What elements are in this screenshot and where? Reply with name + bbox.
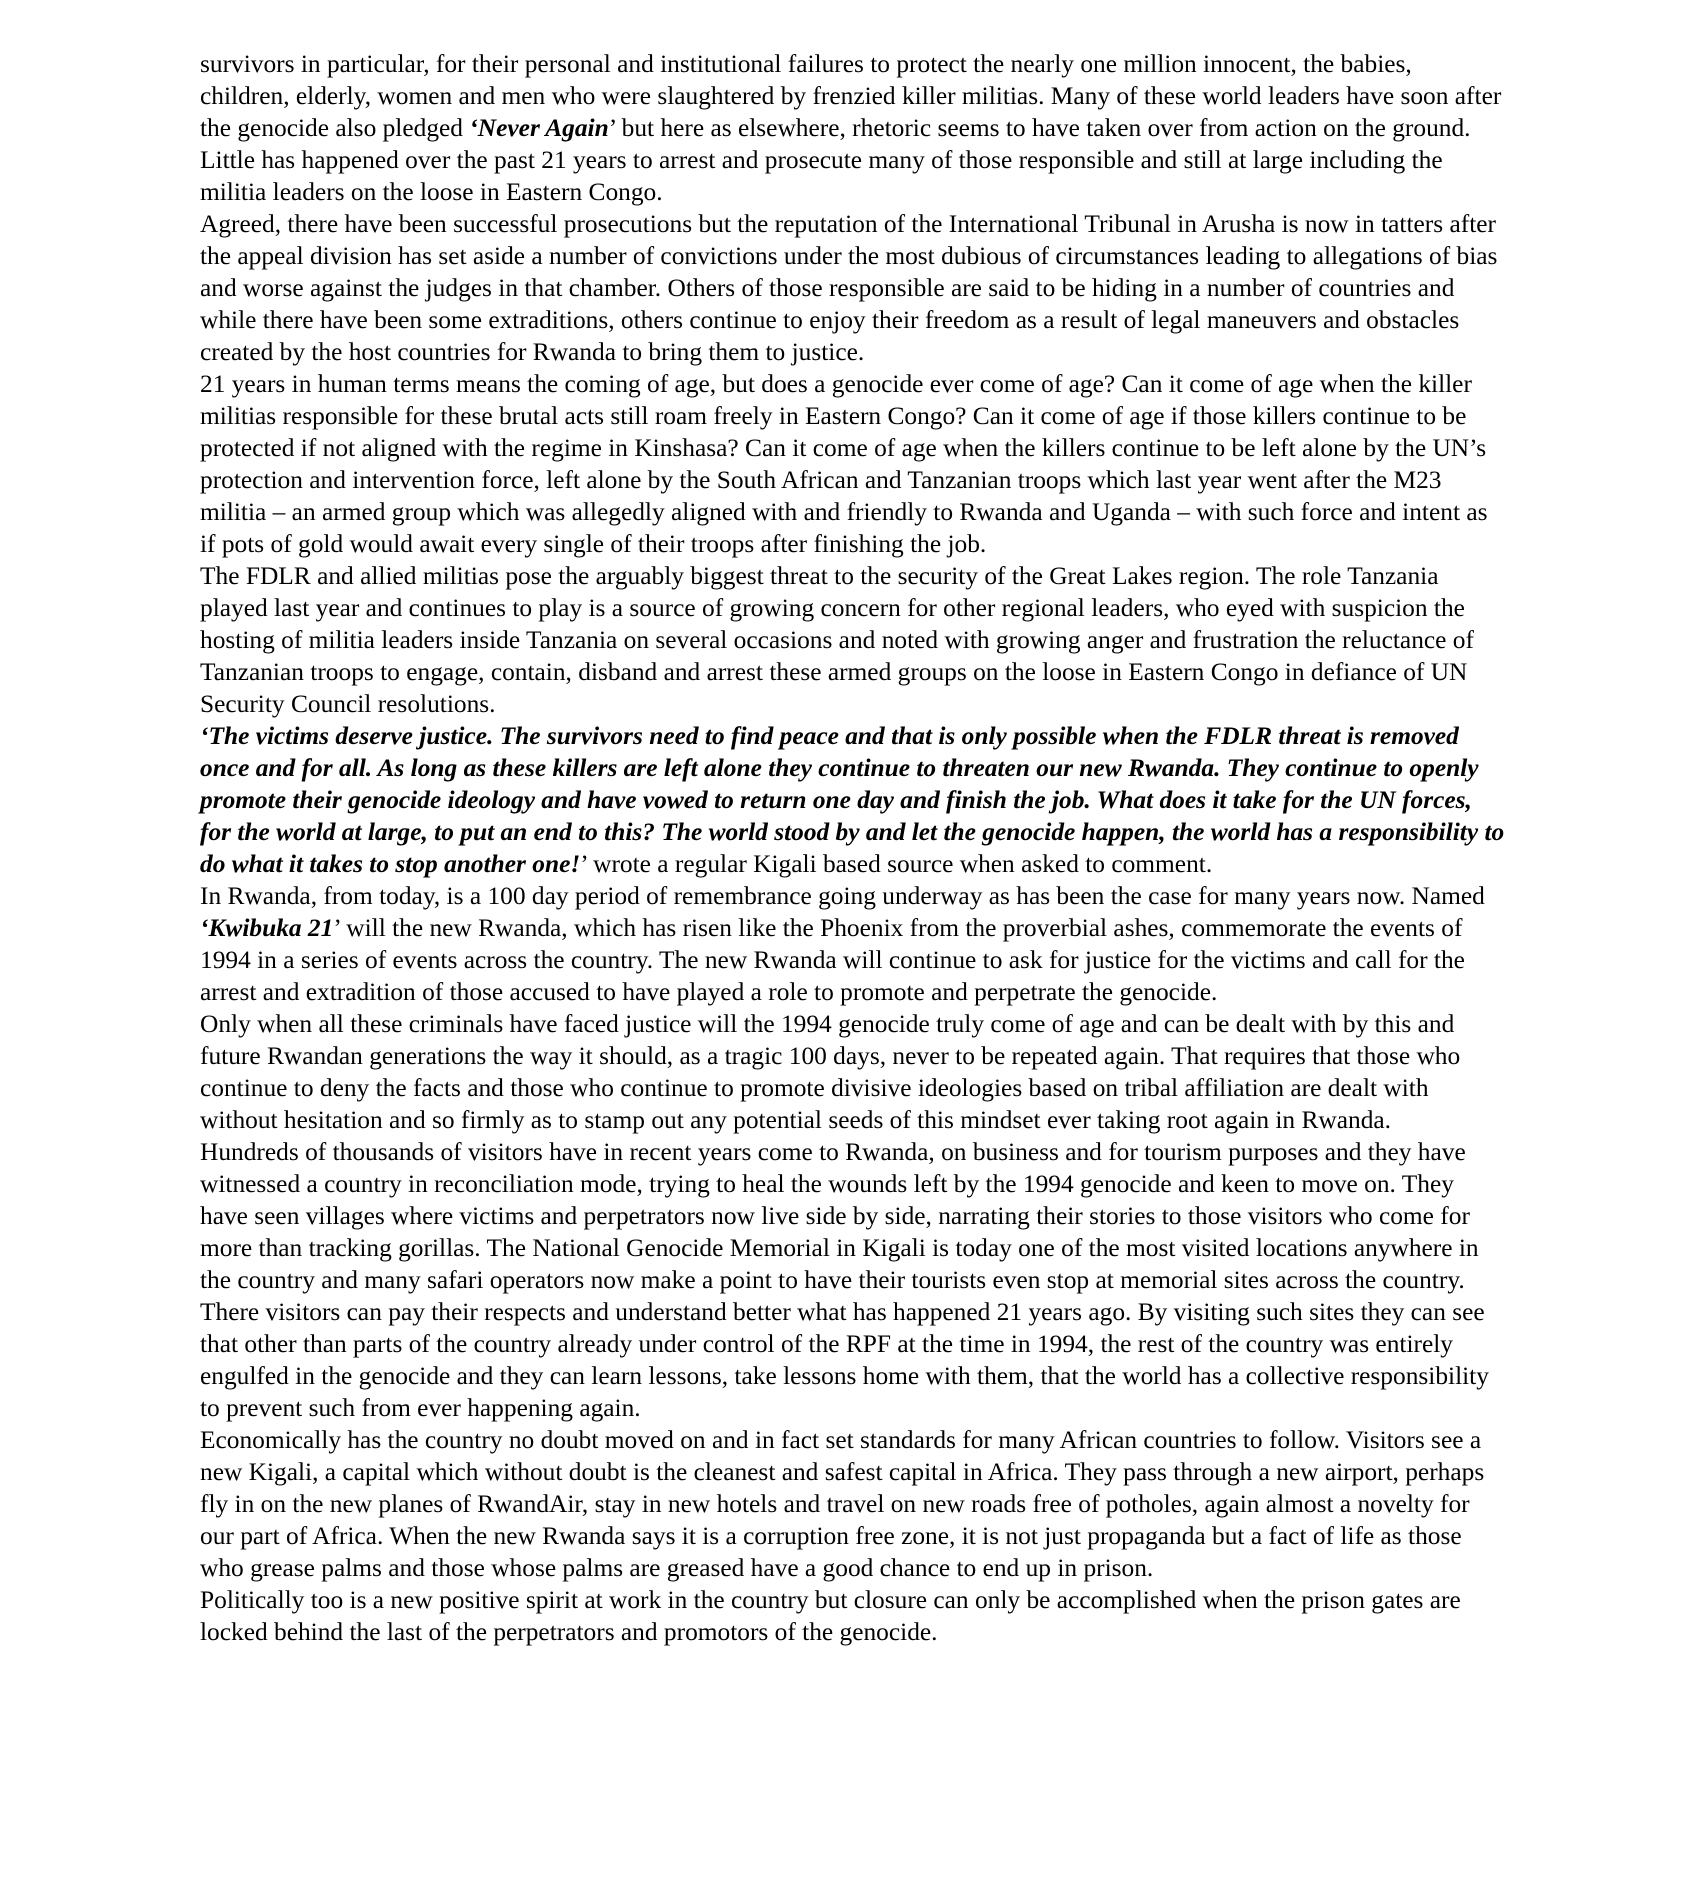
paragraph-9-text: Economically has the country no doubt moved on and in fact set standards for many African countries to follow. Visitors see a new Kigali, a capital which without doubt is the cleanest and safest capital in Africa. They pass through a new airport, perhaps fly in on the new planes of RwandAir, stay in new hotels and travel on new roads free of potholes, again almost a novelty for our part of Africa. When the new Rwanda says it is a corruption free zone, it is not just propaganda but a fact of life as those who grease palms and those whose palms are greased have a good chance to end up in prison.	[200, 1426, 1485, 1582]
paragraph-5-quote-emphasis: ‘The victims deserve justice. The survivors need to find peace and that is only possible when the FDLR threat is removed once and for all. As long as these killers are left alone they continue to threaten our new Rwanda. They continue to openly promote their genocide ideology and have vowed to return one day and finish the job. What does it take for the UN forces, for the world at large, to put an end to this? The world stood by and let the genocide happen, the world has a responsibility to do what it takes to stop another one!	[200, 722, 1505, 878]
paragraph-4-text: The FDLR and allied militias pose the arguably biggest threat to the security of the Great Lakes region. The role Tanzania played last year and continues to play is a source of growing concern for other regional leaders, who eyed with suspicion the hosting of militia leaders inside Tanzania on several occasions and noted with growing anger and frustration the reluctance of Tanzanian troops to engage, contain, disband and arrest these armed groups on the loose in Eastern Congo in defiance of UN Security Council resolutions.	[200, 562, 1474, 718]
paragraph-1-text-1: survivors in particular, for their personal and institutional failures to protect the nearly one million innocent, the babies, children, elderly, women and men who were slaughtered by frenzied killer militias. Many of these world leaders have soon after the genocide also pledged	[200, 50, 1502, 142]
paragraph-5-attribution: ’ wrote a regular Kigali based source when asked to comment.	[580, 850, 1213, 878]
paragraph-6-emphasis-kwibuka: ‘Kwibuka 21	[200, 914, 334, 942]
paragraph-4	[200, 560, 1505, 720]
paragraph-9	[200, 1424, 1505, 1584]
paragraph-2-text: Agreed, there have been successful prosecutions but the reputation of the International Tribunal in Arusha is now in tatters after the appeal division has set aside a number of convictions under the most dubious of circumstances leading to allegations of bias and worse against the judges in that chamber. Others of those responsible are said to be hiding in a number of countries and while there have been some extraditions, others continue to enjoy their freedom as a result of legal maneuvers and obstacles created by the host countries for Rwanda to bring them to justice.	[200, 210, 1498, 366]
paragraph-6	[200, 880, 1505, 1008]
paragraph-10	[200, 1584, 1505, 1648]
paragraph-7-text: Only when all these criminals have faced justice will the 1994 genocide truly come of age and can be dealt with by this and future Rwandan generations the way it should, as a tragic 100 days, never to be repeated again. That requires that those who continue to deny the facts and those who continue to promote divisive ideologies based on tribal affiliation are dealt with without hesitation and so firmly as to stamp out any potential seeds of this mindset ever taking root again in Rwanda.	[200, 1010, 1461, 1134]
paragraph-1-emphasis-never-again: ‘Never Again	[469, 114, 609, 142]
paragraph-3	[200, 368, 1505, 560]
paragraph-5-quote	[200, 720, 1505, 880]
paragraph-8-text: Hundreds of thousands of visitors have in recent years come to Rwanda, on business and for tourism purposes and they have witnessed a country in reconciliation mode, trying to heal the wounds left by the 1994 genocide and keen to move on. They have seen villages where victims and perpetrators now live side by side, narrating their stories to those visitors who come for more than tracking gorillas. The National Genocide Memorial in Kigali is today one of the most visited locations anywhere in the country and many safari operators now make a point to have their tourists even stop at memorial sites across the country. There visitors can pay their respects and understand better what has happened 21 years ago. By visiting such sites they can see that other than parts of the country already under control of the RPF at the time in 1994, the rest of the country was entirely engulfed in the genocide and they can learn lessons, take lessons home with them, that the world has a collective responsibility to prevent such from ever happening again.	[200, 1138, 1489, 1422]
paragraph-6-text-2: ’ will the new Rwanda, which has risen like the Phoenix from the proverbial ashes, commemorate the events of 1994 in a series of events across the country. The new Rwanda will continue to ask for justice for the victims and call for the arrest and extradition of those accused to have played a role to promote and perpetrate the genocide.	[200, 914, 1465, 1006]
paragraph-1	[200, 48, 1505, 208]
paragraph-6-text-1: In Rwanda, from today, is a 100 day period of remembrance going underway as has been the case for many years now. Named	[200, 882, 1485, 910]
paragraph-2	[200, 208, 1505, 368]
paragraph-10-text: Politically too is a new positive spirit at work in the country but closure can only be accomplished when the prison gates are locked behind the last of the perpetrators and promotors of the genocide.	[200, 1586, 1461, 1646]
paragraph-3-text: 21 years in human terms means the coming of age, but does a genocide ever come of age? Can it come of age when the killer militias responsible for these brutal acts still roam freely in Eastern Congo? Can it come of age if those killers continue to be protected if not aligned with the regime in Kinshasa? Can it come of age when the killers continue to be left alone by the UN’s protection and intervention force, left alone by the South African and Tanzanian troops which last year went after the M23 militia – an armed group which was allegedly aligned with and friendly to Rwanda and Uganda – with such force and intent as if pots of gold would await every single of their troops after finishing the job.	[200, 370, 1488, 558]
paragraph-7	[200, 1008, 1505, 1136]
paragraph-8	[200, 1136, 1505, 1424]
document-page	[200, 48, 1505, 1648]
paragraph-1-text-2: ’ but here as elsewhere, rhetoric seems to have taken over from action on the ground. Little has happened over the past 21 years to arrest and prosecute many of those responsible and still at large including the militia leaders on the loose in Eastern Congo.	[200, 114, 1471, 206]
